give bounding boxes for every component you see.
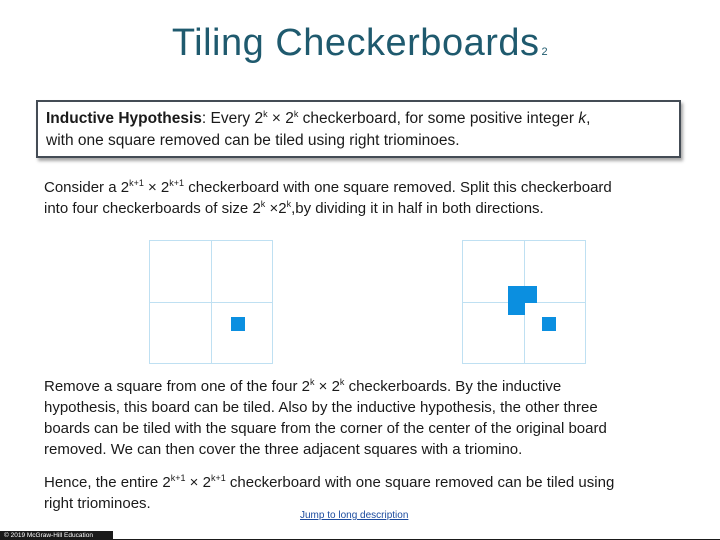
triomino-square xyxy=(525,286,537,303)
removed-square xyxy=(542,317,556,331)
grid-line-horizontal xyxy=(150,302,272,303)
copyright-footer: © 2019 McGraw-Hill Education xyxy=(0,531,113,540)
removed-square xyxy=(231,317,245,331)
checkerboard-split xyxy=(149,240,273,364)
hypothesis-label: Inductive Hypothesis xyxy=(46,110,202,127)
title-subscript: 2 xyxy=(541,46,549,58)
page-title: Tiling Checkerboards 2 xyxy=(171,22,549,64)
paragraph-remove: Remove a square from one of the four $2^k \times 2^k$ checkerboards. By the inductive hypothesis, this board can be tiled. Also by the inductive hypothesis, the other three boards can be tiled with the square from the corner of the center of the original board removed. We can then cover the three adjacent squares with a triomino. xyxy=(44,377,607,458)
paragraph-consider: Consider a $2^{k+1} \times 2^{k+1}$ checkerboard with one square removed. Split this checkerboard into four checkerboards of size $2^k \times 2^k,by$ dividing it in half in both directions. xyxy=(44,178,612,217)
inductive-hypothesis-box: Inductive Hypothesis: Every $2^k \times 2^k$ checkerboard, for some positive integer k, with one square removed can be tiled using right triominoes. xyxy=(36,100,681,158)
checkerboard-triomino xyxy=(462,240,586,364)
paragraph-hence: Hence, the entire $2^{k+1} \times 2^{k+1}$ checkerboard with one square removed can be tiled using right triominoes. xyxy=(44,473,615,512)
triomino-square xyxy=(508,286,525,303)
long-description-link[interactable]: Jump to long description xyxy=(300,510,409,521)
triomino-square xyxy=(508,303,525,315)
hypothesis-line2: with one square removed can be tiled using right triominoes. xyxy=(46,132,460,149)
